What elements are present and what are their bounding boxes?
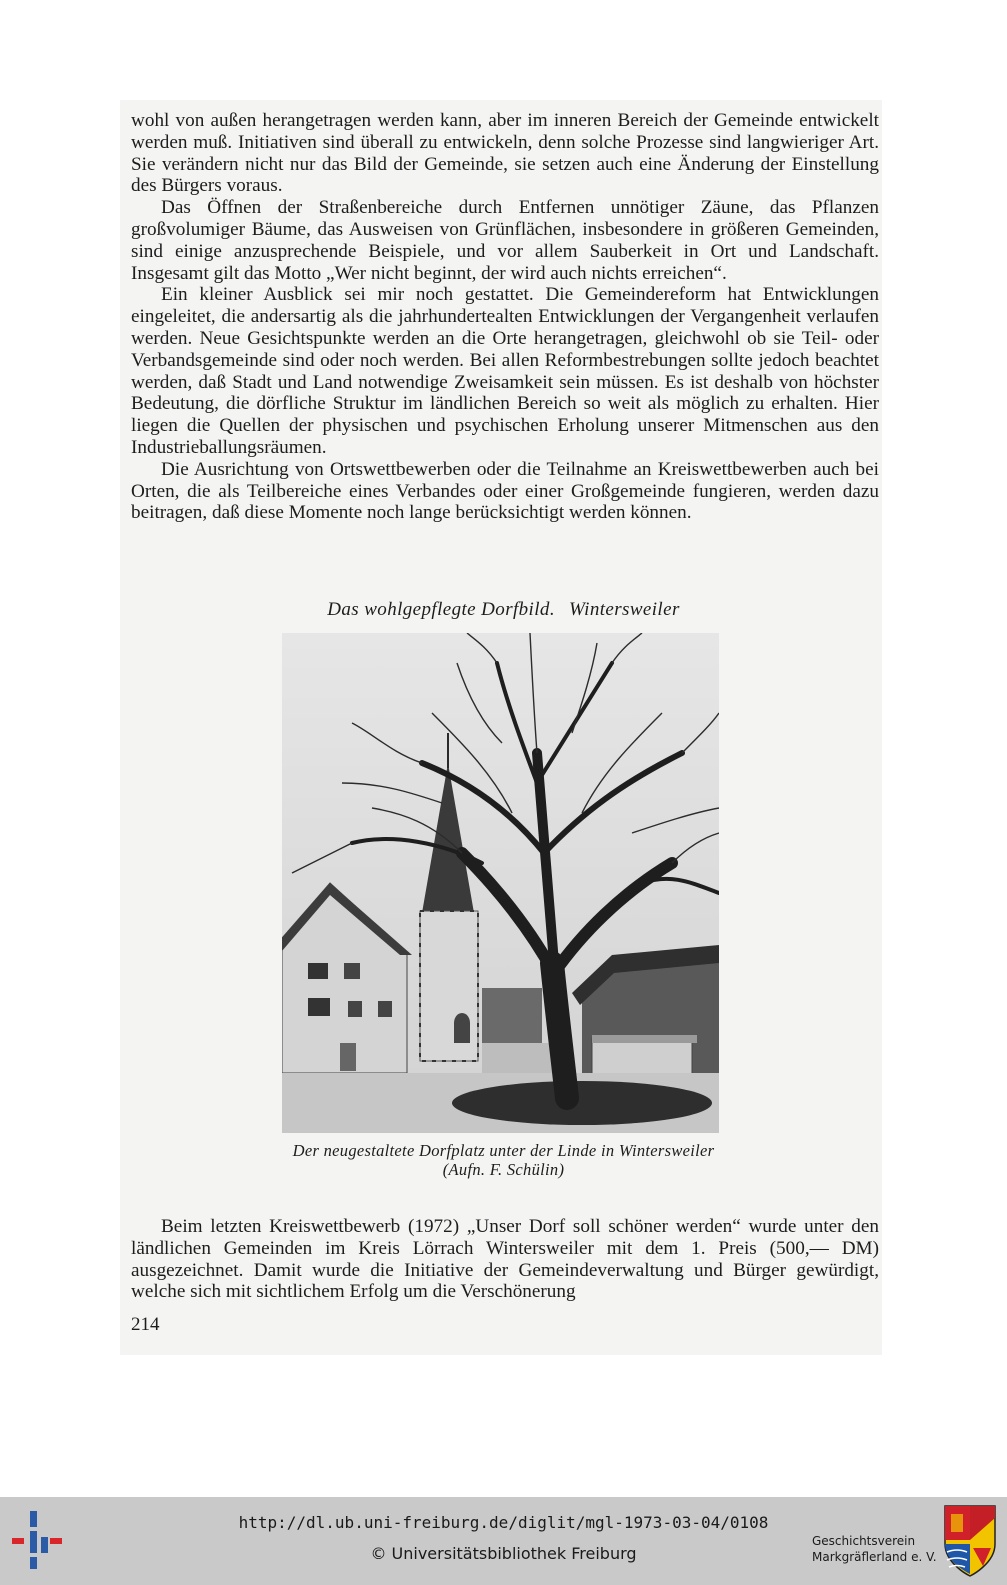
photo-credit: (Aufn. F. Schülin) <box>442 1160 565 1179</box>
paragraph: Das Öffnen der Straßenbereiche durch Entfernen unnötiger Zäune, das Pflanzen großvolumiger Bäume, das Ausweisen von Grünflächen, insbesondere in größeren Gemeinden, sind einige anzusprechende Beispiele, und vor allem Sauberkeit in Ort und Landschaft. Insgesamt gilt das Motto „Wer nicht beginnt, der wird auch nichts erreichen“. <box>131 197 879 284</box>
footer-bar <box>0 1497 1007 1585</box>
photo-caption <box>0 1141 1007 1179</box>
paragraph: wohl von außen herangetragen werden kann, aber im inneren Bereich der Gemeinde entwickelt werden muß. Initiativen sind überall zu entwickeln, denn solche Prozesse sind langwieriger Art. Sie verändern nicht nur das Bild der Gemeinde, sie setzen auch eine Änderung der Einstellung des Bürgers voraus. <box>131 110 879 197</box>
body-text-top <box>131 110 879 524</box>
coat-of-arms-icon <box>943 1504 997 1578</box>
page-number: 214 <box>131 1314 160 1335</box>
caption-title: Das wohlgepflegte Dorfbild. <box>327 599 555 620</box>
section-caption <box>0 599 1007 621</box>
body-text-bottom <box>131 1216 879 1303</box>
society-name: Geschichtsverein Markgräflerland e. V. <box>812 1534 937 1564</box>
village-photo <box>282 633 719 1133</box>
paragraph: Beim letzten Kreiswettbewerb (1972) „Unser Dorf soll schöner werden“ wurde unter den ländlichen Gemeinden im Kreis Lörrach Wintersweiler mit dem 1. Preis (500,— DM) ausgezeichnet. Damit wurde die Initiative der Gemeindeverwaltung und Bürger gewürdigt, welche sich mit sichtlichem Erfolg um die Verschönerung <box>131 1216 879 1303</box>
paragraph: Die Ausrichtung von Ortswettbewerben oder die Teilnahme an Kreiswettbewerben auch bei Orten, die als Teilbereiche eines Verbandes oder einer Großgemeinde fungieren, werden dazu beitragen, daß diese Momente noch lange berücksichtigt werden können. <box>131 458 879 524</box>
copyright-text: © Universitätsbibliothek Freiburg <box>370 1544 637 1563</box>
linden-tree-church-image <box>282 633 719 1133</box>
photo-caption-line: Der neugestaltete Dorfplatz unter der Linde in Wintersweiler <box>292 1141 715 1160</box>
document-url-link[interactable]: http://dl.ub.uni-freiburg.de/diglit/mgl-1973-03-04/0108 <box>238 1513 769 1532</box>
caption-place: Wintersweiler <box>568 599 680 620</box>
paragraph: Ein kleiner Ausblick sei mir noch gestattet. Die Gemeindereform hat Entwicklungen eingeleitet, die andersartig als die jahrhundertealten Entwicklungen der Vergangenheit verlaufen werden. Neue Gesichtspunkte werden an die Orte herangetragen, gleichwohl ob sie Teil- oder Verbandsgemeinde sind oder noch werden. Bei allen Reformbestrebungen sollte jedoch beachtet werden, daß Stadt und Land notwendige Zweisamkeit sein müssen. Es ist deshalb von höchster Bedeutung, die dörfliche Struktur im ländlichen Bereich so weit als möglich zu erhalten. Hier liegen die Quellen der physischen und psychischen Erholung unserer Mitmenschen aus den Industrieballungsräumen. <box>131 284 879 458</box>
